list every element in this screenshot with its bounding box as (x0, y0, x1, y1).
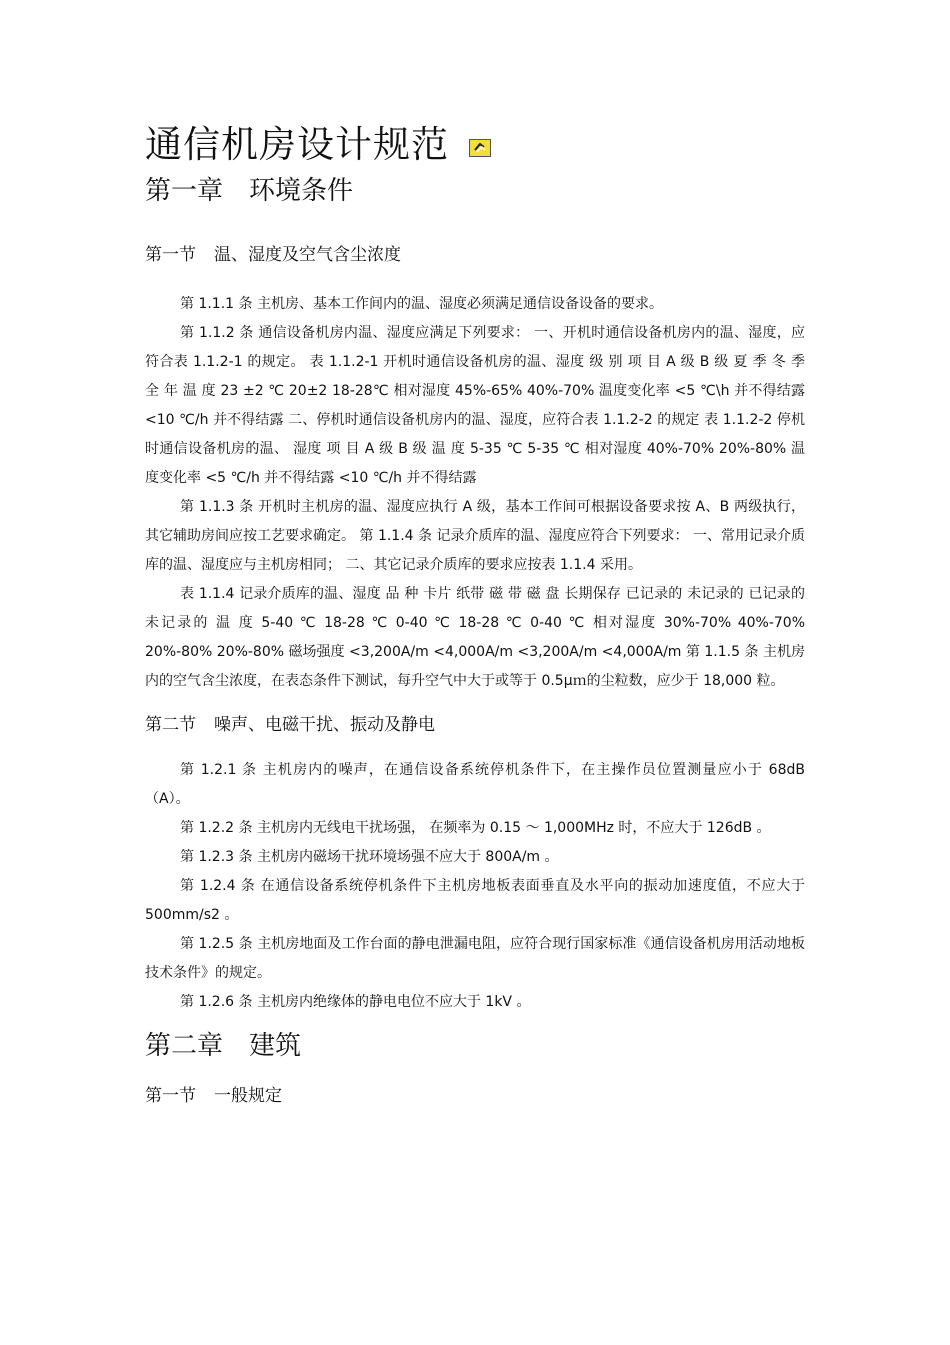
document-title (145, 118, 805, 172)
clause-paragraph: 第 1.1.1 条 主机房、基本工作间内的温、湿度必须满足通信设备设备的要求。 (180, 296, 663, 312)
chapter-heading (145, 1027, 805, 1065)
document-link-icon[interactable] (469, 139, 491, 157)
clause-paragraph: 第 1.2.5 条 主机房地面及工作台面的静电泄漏电阻，应符合现行国家标准《通信设备机房用活动地板技术条件》的规定。 (145, 936, 805, 981)
clause-paragraph: 第 1.2.1 条 主机房内的噪声，在通信设备系统停机条件下，在主操作员位置测量应小于 68dB （A）。 (145, 762, 805, 807)
section-body (145, 290, 805, 696)
chapter-heading (145, 172, 805, 210)
section-heading (145, 712, 805, 738)
clause-paragraph: 第 1.2.6 条 主机房内绝缘体的静电电位不应大于 1kV 。 (180, 994, 531, 1010)
section-number: 第一节 (145, 1086, 196, 1106)
chapter-number: 第一章 (145, 176, 224, 206)
section-heading (145, 242, 805, 268)
chapter-title: 环境条件 (249, 176, 354, 206)
clause-paragraph: 第 1.1.2 条 通信设备机房内温、湿度应满足下列要求： 一、开机时通信设备机房内的温、湿度，应符合表 1.1.2-1 的规定。 表 1.1.2-1 开机时通信设备机房的温、湿度 级 别 项 目 A 级 B 级 夏 季 冬 季 全 年 温 度 23 ±2 ℃ 20±2 18-28℃ 相对湿度 45%-65% 40%-70% 温度变化率 <5 ℃\h 并不得结露 <10 ℃/h 并不得结露 二、停机时通信设备机房内的温、湿度，应符合表 1.1.2-2 的规定 表 1.1.2-2 停机时通信设备机房的温、 湿度 项 目 A 级 B 级 温 度 5-35 ℃ 5-35 ℃ 相对湿度 40%-70% 20%-80% 温度变化率 <5 ℃/h 并不得结露 <10 ℃/h 并不得结露 (145, 325, 805, 486)
clause-paragraph: 第 1.1.3 条 开机时主机房的温、湿度应执行 A 级，基本工作间可根据设备要求按 A、B 两级执行，其它辅助房间应按工艺要求确定。 第 1.1.4 条 记录介质库的温、湿度应符合下列要求： 一、常用记录介质库的温、湿度应与主机房相同； 二、其它记录介质库的要求应按表 1.1.4 采用。 (145, 499, 805, 573)
section-number: 第二节 (145, 715, 196, 735)
document-page (145, 118, 805, 1109)
chapter-title: 建筑 (249, 1031, 302, 1061)
section-title: 噪声、电磁干扰、振动及静电 (214, 715, 435, 735)
clause-paragraph: 第 1.2.4 条 在通信设备系统停机条件下主机房地板表面垂直及水平向的振动加速度值，不应大于 500mm/s2 。 (145, 878, 805, 923)
section-title: 温、湿度及空气含尘浓度 (214, 245, 401, 265)
clause-paragraph: 第 1.2.2 条 主机房内无线电干扰场强， 在频率为 0.15 ～ 1,000MHz 时，不应大于 126dB 。 (180, 820, 771, 836)
clause-paragraph: 表 1.1.4 记录介质库的温、湿度 品 种 卡片 纸带 磁 带 磁 盘 长期保存 已记录的 未记录的 已记录的 未记录的 温 度 5-40 ℃ 18-28 ℃ 0-40 ℃ 18-28 ℃ 0-40 ℃ 相对湿度 30%-70% 40%-70% 20%-80% 20%-80% 磁场强度 <3,200A/m <4,000A/m <3,200A/m <4,000A/m 第 1.1.5 条 主机房内的空气含尘浓度，在表态条件下测试，每升空气中大于或等于 0.5μｍ的尘粒数，应少于 18,000 粒。 (145, 586, 805, 689)
section-heading (145, 1083, 805, 1109)
section-title: 一般规定 (214, 1086, 282, 1106)
section-number: 第一节 (145, 245, 196, 265)
document-title-text: 通信机房设计规范 (145, 123, 449, 166)
section-body (145, 756, 805, 1017)
chapter-number: 第二章 (145, 1031, 224, 1061)
clause-paragraph: 第 1.2.3 条 主机房内磁场干扰环境场强不应大于 800A/m 。 (180, 849, 559, 865)
